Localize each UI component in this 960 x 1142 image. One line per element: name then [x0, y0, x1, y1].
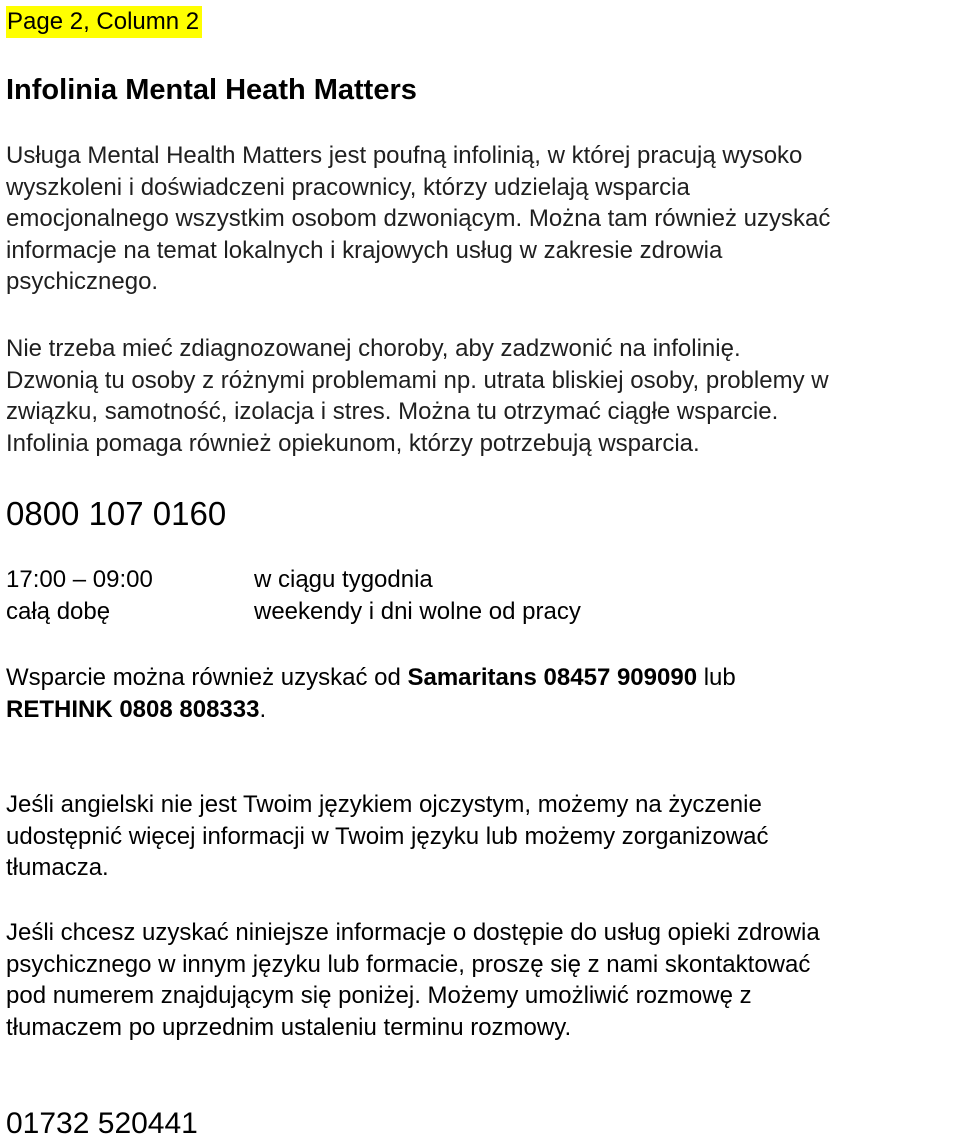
hours-time: całą dobę — [6, 598, 111, 625]
contact-number: 01732 520441 — [6, 1107, 198, 1140]
format-line: pod numerem znajdującym się poniżej. Możemy umożliwić rozmowę z — [6, 982, 752, 1009]
language-paragraph — [6, 789, 956, 884]
description-line: Nie trzeba mieć zdiagnozowanej choroby, aby zadzwonić na infolinię. — [6, 335, 741, 362]
intro-paragraph — [6, 140, 956, 298]
format-line: tłumaczem po uprzednim ustaleniu terminu rozmowy. — [6, 1013, 572, 1041]
page-title: Infolinia Mental Heath Matters — [6, 74, 417, 106]
description-line: Infolinia pomaga również opiekunom, którzy potrzebują wsparcia. — [6, 429, 700, 457]
format-paragraph — [6, 917, 956, 1043]
intro-line: emocjonalnego wszystkim osobom dzwoniącym. Można tam również uzyskać — [6, 205, 831, 232]
intro-line: Usługa Mental Health Matters jest poufną infolinią, w której pracują wysoko — [6, 142, 803, 169]
hours-row — [6, 596, 581, 628]
hours-row — [6, 564, 581, 596]
support-middle: lub — [697, 664, 736, 691]
samaritans-contact: Samaritans 08457 909090 — [407, 664, 698, 691]
intro-line: informacje na temat lokalnych i krajowych usług w zakresie zdrowia — [6, 236, 723, 264]
description-paragraph — [6, 333, 956, 459]
support-paragraph — [6, 662, 956, 725]
description-line: Dzwonią tu osoby z różnymi problemami np. utrata bliskiej osoby, problemy w — [6, 366, 829, 394]
intro-line: wyszkoleni i doświadczeni pracownicy, którzy udzielają wsparcia — [6, 173, 690, 201]
format-line: Jeśli chcesz uzyskać niniejsze informacje o dostępie do usług opieki zdrowia — [6, 919, 820, 946]
rethink-contact: RETHINK 0808 808333 — [6, 695, 260, 723]
format-line: psychicznego w innym języku lub formacie, proszę się z nami skontaktować — [6, 950, 811, 978]
support-prefix: Wsparcie można również uzyskać od — [6, 664, 408, 691]
helpline-number: 0800 107 0160 — [6, 495, 227, 532]
support-suffix: . — [259, 695, 267, 723]
hours-when: w ciągu tygodnia — [254, 566, 433, 593]
page-column-label: Page 2, Column 2 — [6, 6, 202, 38]
language-line: udostępnić więcej informacji w Twoim języku lub możemy zorganizować — [6, 822, 769, 850]
hours-when: weekendy i dni wolne od pracy — [254, 598, 581, 625]
language-line: Jeśli angielski nie jest Twoim językiem ojczystym, możemy na życzenie — [6, 791, 762, 818]
intro-line: psychicznego. — [6, 268, 159, 295]
opening-hours — [6, 564, 581, 628]
hours-time: 17:00 – 09:00 — [6, 566, 153, 593]
language-line: tłumacza. — [6, 854, 109, 881]
description-line: związku, samotność, izolacja i stres. Można tu otrzymać ciągłe wsparcie. — [6, 398, 779, 425]
